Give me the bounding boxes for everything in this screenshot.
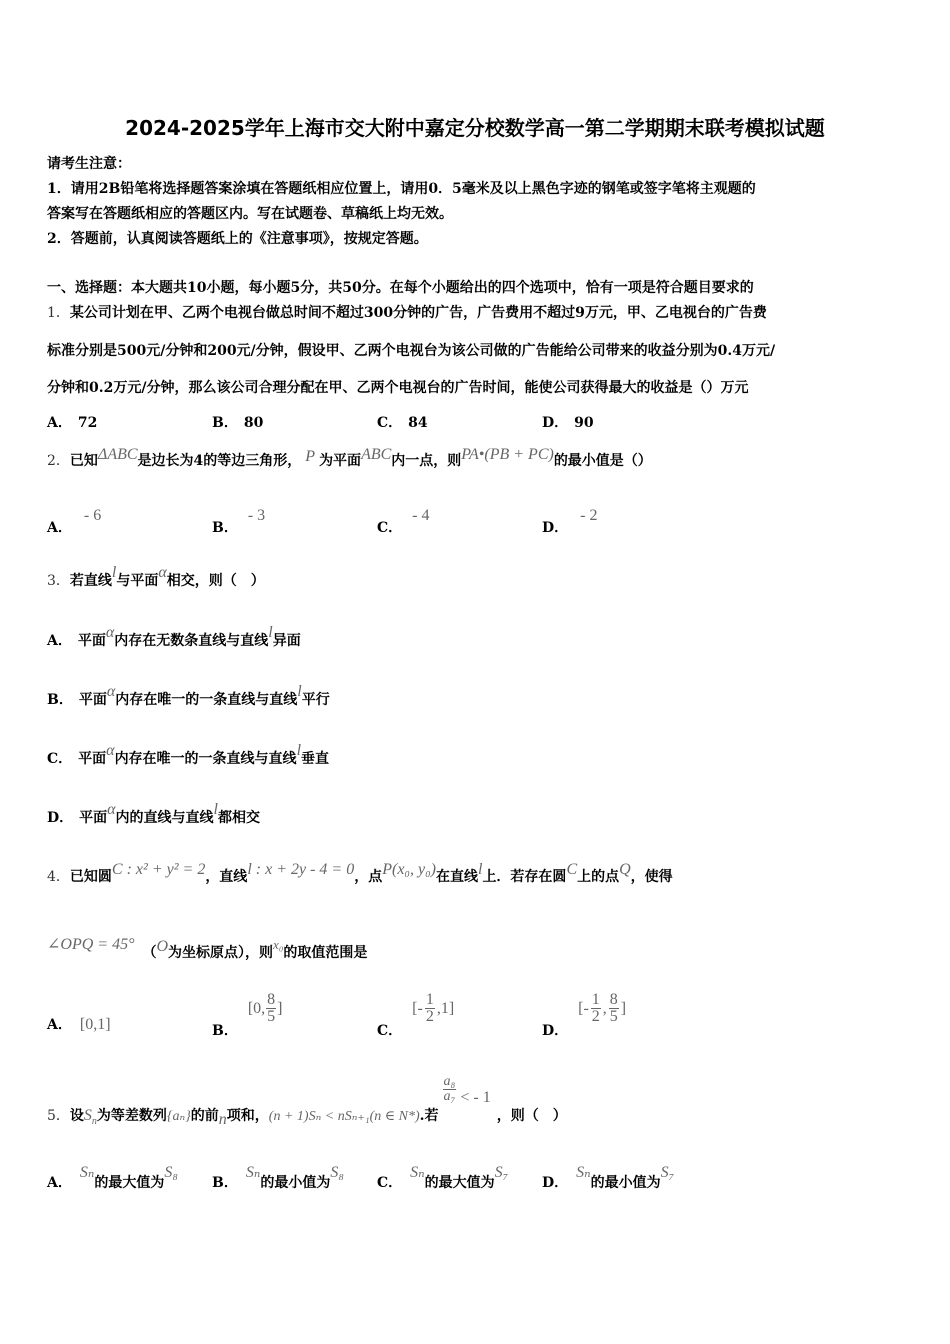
q1-option-a[interactable]: A． 72 xyxy=(47,415,98,431)
q4-option-c[interactable]: C． [- $\frac{1}{2}$ ,1] xyxy=(377,991,455,1039)
math-triangle: ΔABC xyxy=(97,446,138,463)
notice-line-1: 1．请用2B铅笔将选择题答案涂填在答题纸相应位置上，请用0．5毫米及以上黑色字迹的钢笔或签字笔将主观题的 xyxy=(47,181,756,197)
q4-option-d[interactable]: D． [- $\frac{1}{2}$ , $\frac{8}{5}$ ] xyxy=(542,991,627,1039)
q3-option-c[interactable]: C． 平面α内存在唯一的一条直线与直线l垂直 xyxy=(47,742,330,767)
question-5-stem: 5．设$S_n$为等差数列{aₙ}的前n项和，(n + 1)Sₙ < nSₙ₊₁(n ∈ N*).若 $\frac{\text{a₈}}{\text{a₇}}$ < - 1，则（ ） xyxy=(47,1074,567,1128)
q4-option-b[interactable]: B． [0, $\frac{8}{5}$ ] xyxy=(212,991,283,1039)
q2-option-d[interactable]: D．- 2 xyxy=(542,507,598,536)
notice-line-1b: 答案写在答题纸相应的答题区内。写在试题卷、草稿纸上均无效。 xyxy=(47,206,453,222)
math-circle: C : x² + y² = 2 xyxy=(111,861,206,878)
q2-option-c[interactable]: C．- 4 xyxy=(377,507,430,536)
math-inequality: (n + 1)Sₙ < nSₙ₊₁(n ∈ N*) xyxy=(268,1108,420,1124)
q3-option-d[interactable]: D． 平面α内的直线与直线l都相交 xyxy=(47,801,260,826)
q2-option-a[interactable]: A．- 6 xyxy=(47,507,102,536)
question-4-stem-line-2: ∠OPQ = 45° （O为坐标原点），则x₀的取值范围是 xyxy=(47,936,368,961)
q5-option-a[interactable]: A．Sₙ的最大值为S₈ xyxy=(47,1164,178,1191)
q5-option-c[interactable]: C．Sₙ的最大值为S₇ xyxy=(377,1164,509,1191)
question-3-stem: 3．若直线l与平面α相交，则（ ） xyxy=(47,564,265,589)
q5-option-d[interactable]: D．Sₙ的最小值为S₇ xyxy=(542,1164,675,1191)
q3-option-a[interactable]: A． 平面α内存在无数条直线与直线l异面 xyxy=(47,624,301,649)
question-4-stem-line-1: 4．已知圆C : x² + y² = 2，直线l : x + 2y - 4 = 0，点P(x₀, y₀)在直线l上．若存在圆C上的点Q，使得 xyxy=(47,861,673,885)
math-expression: PA•(PB + PC) xyxy=(461,446,554,463)
question-1-line-3: 分钟和0.2万元/分钟，那么该公司合理分配在甲、乙两个电视台的广告时间，能使公司获得最大的收益是（）万元 xyxy=(47,380,749,396)
q3-option-b[interactable]: B． 平面α内存在唯一的一条直线与直线l平行 xyxy=(47,683,330,708)
q1-option-b[interactable]: B． 80 xyxy=(212,415,264,431)
question-number: 1． xyxy=(47,305,70,321)
question-2-stem: 2．已知ΔABC是边长为4的等边三角形， P 为平面ABC内一点，则PA•(PB + PC)的最小值是（） xyxy=(47,446,652,469)
notice-line-2: 2．答题前，认真阅读答题纸上的《注意事项》，按规定答题。 xyxy=(47,231,428,247)
notice-heading: 请考生注意： xyxy=(47,156,131,172)
page-title: 2024-2025学年上海市交大附中嘉定分校数学高一第二学期期末联考模拟试题 xyxy=(125,116,825,140)
q1-option-d[interactable]: D． 90 xyxy=(542,415,594,431)
q4-option-a[interactable]: A． [0,1] xyxy=(47,1016,111,1033)
math-angle: ∠OPQ = 45° xyxy=(47,936,135,953)
section-heading: 一、选择题：本大题共10小题，每小题5分，共50分。在每个小题给出的四个选项中，恰有一项是符合题目要求的 xyxy=(47,280,754,296)
q1-option-c[interactable]: C． 84 xyxy=(377,415,428,431)
math-line: l : x + 2y - 4 = 0 xyxy=(247,861,355,878)
question-1-line-1: 1．某公司计划在甲、乙两个电视台做总时间不超过300分钟的广告，广告费用不超过9万元，甲、乙电视台的广告费 xyxy=(47,305,767,321)
q5-option-b[interactable]: B．Sₙ的最小值为S₈ xyxy=(212,1164,344,1191)
question-1-line-2: 标准分别是500元/分钟和200元/分钟，假设甲、乙两个电视台为该公司做的广告能给公司带来的收益分别为0.4万元/ xyxy=(47,343,776,359)
q2-option-b[interactable]: B．- 3 xyxy=(212,507,266,536)
math-point: P(x₀, y₀) xyxy=(382,861,436,878)
